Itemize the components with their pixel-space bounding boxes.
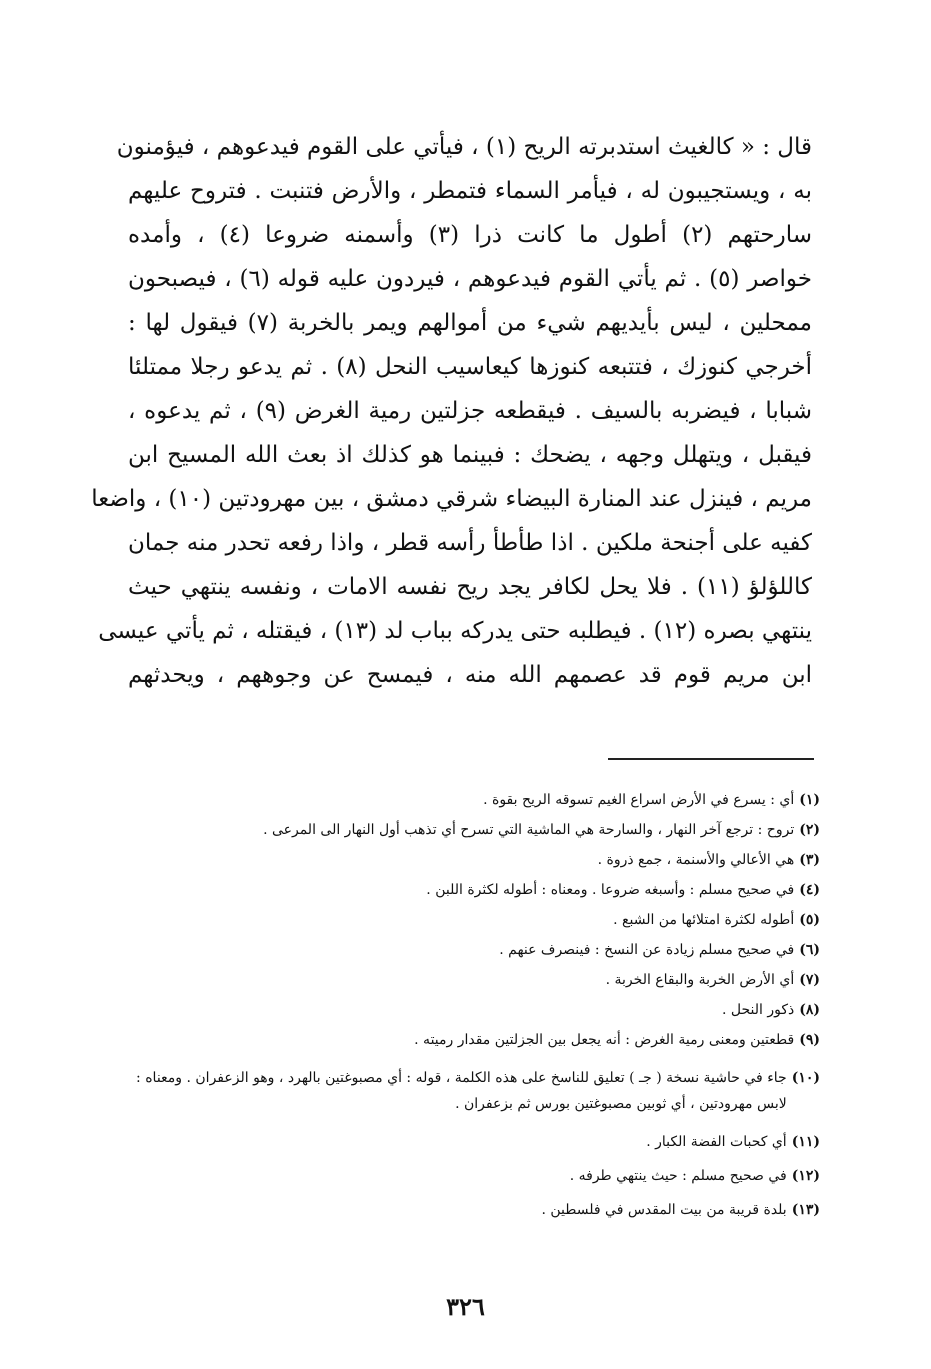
text-line: خواصر (٥) . ثم يأتي القوم فيدعوهم ، فيردون عليه قوله (٦) ، فيصبحون <box>128 266 812 292</box>
text-line: مريم ، فينزل عند المنارة البيضاء شرقي دمشق ، بين مهرودتين (١٠) ، واضعا <box>91 486 812 512</box>
footnote-number: (١٢) <box>791 1168 820 1184</box>
footnote-number: (١١) <box>791 1134 820 1150</box>
footnote-text: أي كحبات الفضة الكبار . <box>646 1134 787 1150</box>
footnote-separator <box>608 758 814 760</box>
main-text <box>91 125 813 697</box>
page-number: ٣٢٦ <box>446 1292 485 1321</box>
footnote <box>120 965 820 995</box>
footnote-number: (٩) <box>799 1032 820 1048</box>
footnote <box>120 905 820 935</box>
footnote-number: (٤) <box>799 882 820 898</box>
footnote-text: أي الأرض الخربة والبقاع الخربة . <box>605 972 795 988</box>
footnote <box>120 935 820 965</box>
footnote-text: في صحيح مسلم زيادة عن النسخ : فينصرف عنهم . <box>499 942 795 958</box>
text-line: سارحتهم (٢) أطول ما كانت ذرا (٣) وأسمنه ضروعا (٤) ، وأمده <box>128 222 812 248</box>
text-line: أخرجي كنوزك ، فتتبعه كنوزها كيعاسيب النحل (٨) . ثم يدعو رجلا ممتلئا <box>128 354 813 380</box>
text-line: قال : « كالغيث استدبرته الريح (١) ، فيأتي على القوم فيدعوهم ، فيؤمنون <box>116 134 812 160</box>
footnote-number: (١٠) <box>791 1070 820 1086</box>
footnote-number: (٦) <box>799 942 820 958</box>
footnotes <box>120 785 820 1227</box>
footnote <box>120 785 820 815</box>
footnote-text: قطعتين ومعنى رمية الغرض : أنه يجعل بين الجزلتين مقدار رميته . <box>414 1032 795 1048</box>
footnote-text: تروح : ترجع آخر النهار ، والسارحة هي الماشية التي تسرح أي تذهب أول النهار الى المرعى . <box>263 822 795 838</box>
text-line: به ، ويستجيبون له ، فيأمر السماء فتمطر ، والأرض فتنبت . فتروح عليهم <box>128 178 812 204</box>
footnote-text: ذكور النحل . <box>721 1002 795 1018</box>
footnote-text: في صحيح مسلم : وأسبغه ضروعا . ومعناه : أطوله لكثرة اللبن . <box>426 882 795 898</box>
footnote-number: (٧) <box>799 972 820 988</box>
footnote-text: بلدة قريبة من بيت المقدس في فلسطين . <box>541 1202 787 1218</box>
footnote-number: (٨) <box>799 1002 820 1018</box>
footnote <box>120 1025 820 1055</box>
text-line: كاللؤلؤ (١١) . فلا يحل لكافر يجد ريح نفسه الامات ، ونفسه ينتهي حيث <box>128 574 812 600</box>
footnote-text: أطوله لكثرة امتلائها من الشبع . <box>613 912 795 928</box>
footnote-number: (١) <box>799 792 820 808</box>
footnote-text: في صحيح مسلم : حيث ينتهي طرفه . <box>569 1168 787 1184</box>
footnote-text: جاء في حاشية نسخة ( جـ ) تعليق للناسخ على هذه الكلمة ، قوله : أي مصبوغتين بالهرد ، وهو الزعفران . ومعناه : لابس مهرودتين ، أي ثوبين مصبوغتين بورس ثم بزعفران . <box>136 1070 787 1112</box>
footnote <box>120 815 820 845</box>
text-line: ممحلين ، ليس بأيديهم شيء من أموالهم ويمر بالخربة (٧) فيقول لها : <box>128 310 813 336</box>
text-line: ينتهي بصره (١٢) . فيطلبه حتى يدركه بباب لد (١٣) ، فيقتله ، ثم يأتي عيسى <box>98 618 812 644</box>
text-line: كفيه على أجنحة ملكين . اذا طأطأ رأسه قطر ، واذا رفعه تحدر منه جمان <box>128 530 812 556</box>
footnote <box>120 875 820 905</box>
footnote <box>120 1159 820 1193</box>
footnote <box>120 995 820 1025</box>
text-line: شبابا ، فيضربه بالسيف . فيقطعه جزلتين رمية الغرض (٩) ، ثم يدعوه ، <box>128 398 812 424</box>
footnote-number: (٣) <box>799 852 820 868</box>
text-line: ابن مريم قوم قد عصمهم الله منه ، فيمسح عن وجوههم ، ويحدثهم <box>128 662 812 688</box>
footnote-text: أي : يسرع في الأرض اسراع الغيم تسوقه الريح بقوة . <box>483 792 795 808</box>
footnote-number: (٢) <box>799 822 820 838</box>
footnote <box>120 845 820 875</box>
footnote <box>120 1125 820 1159</box>
footnote <box>120 1193 820 1227</box>
text-line: فيقبل ، ويتهلل وجهه ، يضحك : فبينما هو كذلك اذ بعث الله المسيح ابن <box>128 442 812 468</box>
footnote <box>120 1059 820 1125</box>
footnote-number: (٥) <box>799 912 820 928</box>
footnote-number: (١٣) <box>791 1202 820 1218</box>
footnote-text: هي الأعالي والأسنمة ، جمع ذروة . <box>597 852 795 868</box>
